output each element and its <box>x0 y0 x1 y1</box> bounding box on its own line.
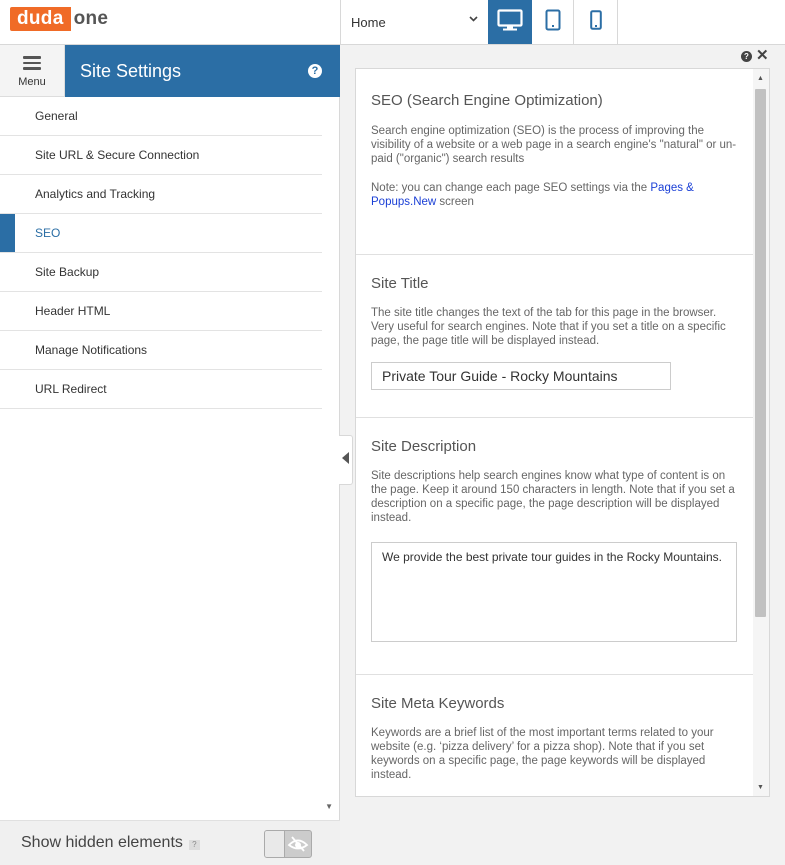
hamburger-icon <box>23 53 41 73</box>
nav-item-label: General <box>35 109 78 123</box>
note-text: Note: you can change each page SEO settings via the <box>371 182 651 194</box>
seo-settings-panel <box>355 68 770 797</box>
logo-duda: duda <box>10 7 71 31</box>
help-icon[interactable]: ? <box>189 840 200 850</box>
site-description-textarea[interactable] <box>371 542 737 642</box>
nav-item-site-url[interactable] <box>0 136 322 175</box>
mobile-icon <box>590 10 602 35</box>
desktop-view-button[interactable] <box>488 0 532 44</box>
page-selector[interactable] <box>340 0 488 44</box>
show-hidden-label: Show hidden elements <box>21 834 183 851</box>
logo-one: one <box>73 8 109 29</box>
nav-item-label: Analytics and Tracking <box>35 187 156 201</box>
eye-hidden-icon <box>287 835 309 858</box>
section-title: Site Title <box>371 275 429 292</box>
page-selector-value: Home <box>351 14 386 30</box>
settings-nav <box>0 97 322 409</box>
section-description: Search engine optimization (SEO) is the process of improving the visibility of a website or a web page in a search engine's "natural" or un-paid ("organic") search results <box>371 125 737 165</box>
nav-item-label: Header HTML <box>35 304 111 318</box>
chevron-down-icon <box>469 14 478 25</box>
scroll-down-arrow[interactable]: ▼ <box>757 784 764 791</box>
scrollbar-thumb[interactable] <box>755 89 766 617</box>
duda-one-logo[interactable] <box>10 7 108 31</box>
tablet-view-button[interactable] <box>532 0 574 44</box>
panel-controls <box>741 47 769 64</box>
nav-item-url-redirect[interactable] <box>0 370 322 409</box>
section-description: Site descriptions help search engines know what type of content is on the page. Keep it around 150 characters in length. Note that if you set a description on a specific page, the page description will be displayed instead. <box>371 470 735 524</box>
nav-item-site-backup[interactable] <box>0 253 322 292</box>
nav-item-general[interactable] <box>0 97 322 136</box>
collapse-panel-button[interactable] <box>339 435 353 485</box>
pages-popups-link[interactable]: Pages & Popups.New <box>371 182 694 208</box>
menu-button[interactable] <box>0 45 65 97</box>
nav-item-seo[interactable] <box>0 214 322 253</box>
close-icon[interactable]: ✕ <box>756 47 769 64</box>
seo-section <box>356 69 753 255</box>
nav-item-analytics[interactable] <box>0 175 322 214</box>
nav-item-label: SEO <box>35 226 61 240</box>
nav-item-label: Site URL & Secure Connection <box>35 148 200 162</box>
section-title: Site Meta Keywords <box>371 695 505 712</box>
toggle-knob <box>265 831 285 857</box>
settings-scroll-area <box>356 69 753 782</box>
nav-item-label: Site Backup <box>35 265 100 279</box>
nav-item-header-html[interactable] <box>0 292 322 331</box>
desktop-icon <box>497 9 523 36</box>
hidden-elements-toggle[interactable] <box>264 830 312 858</box>
help-icon[interactable]: ? <box>308 64 322 78</box>
site-settings-header <box>65 45 340 97</box>
site-keywords-section <box>356 675 753 782</box>
section-title: SEO (Search Engine Optimization) <box>371 92 603 109</box>
nav-item-notifications[interactable] <box>0 331 322 370</box>
top-bar <box>0 0 785 45</box>
section-title: Site Description <box>371 438 477 455</box>
panel-title: Site Settings <box>80 60 182 81</box>
site-title-input[interactable] <box>371 362 671 390</box>
section-description: Keywords are a brief list of the most important terms related to your website (e.g. ‘pizza delivery’ for a pizza shop). Note that if you set keywords on a specific page, the page keywords will be displayed instead. <box>371 727 714 781</box>
show-hidden-elements-bar <box>0 820 340 865</box>
mobile-view-button[interactable] <box>574 0 618 44</box>
left-panel <box>0 45 340 865</box>
nav-item-label: URL Redirect <box>35 382 107 396</box>
scroll-down-arrow[interactable]: ▼ <box>325 802 333 811</box>
seo-note <box>371 181 738 209</box>
nav-item-label: Manage Notifications <box>35 343 148 357</box>
menu-label: Menu <box>18 75 46 88</box>
chevron-left-icon <box>342 451 350 469</box>
vertical-scrollbar[interactable] <box>753 69 770 796</box>
tablet-icon <box>545 9 561 36</box>
site-description-section <box>356 418 753 675</box>
section-description: The site title changes the text of the tab for this page in the browser. Very useful for search engines. Note that if you set a title on a specific page, the page title will be displayed instead. <box>371 307 726 347</box>
scroll-up-arrow[interactable]: ▲ <box>757 75 764 82</box>
help-circle-icon[interactable]: ? <box>741 51 752 62</box>
note-suffix: screen <box>436 196 474 208</box>
site-title-section <box>356 255 753 418</box>
